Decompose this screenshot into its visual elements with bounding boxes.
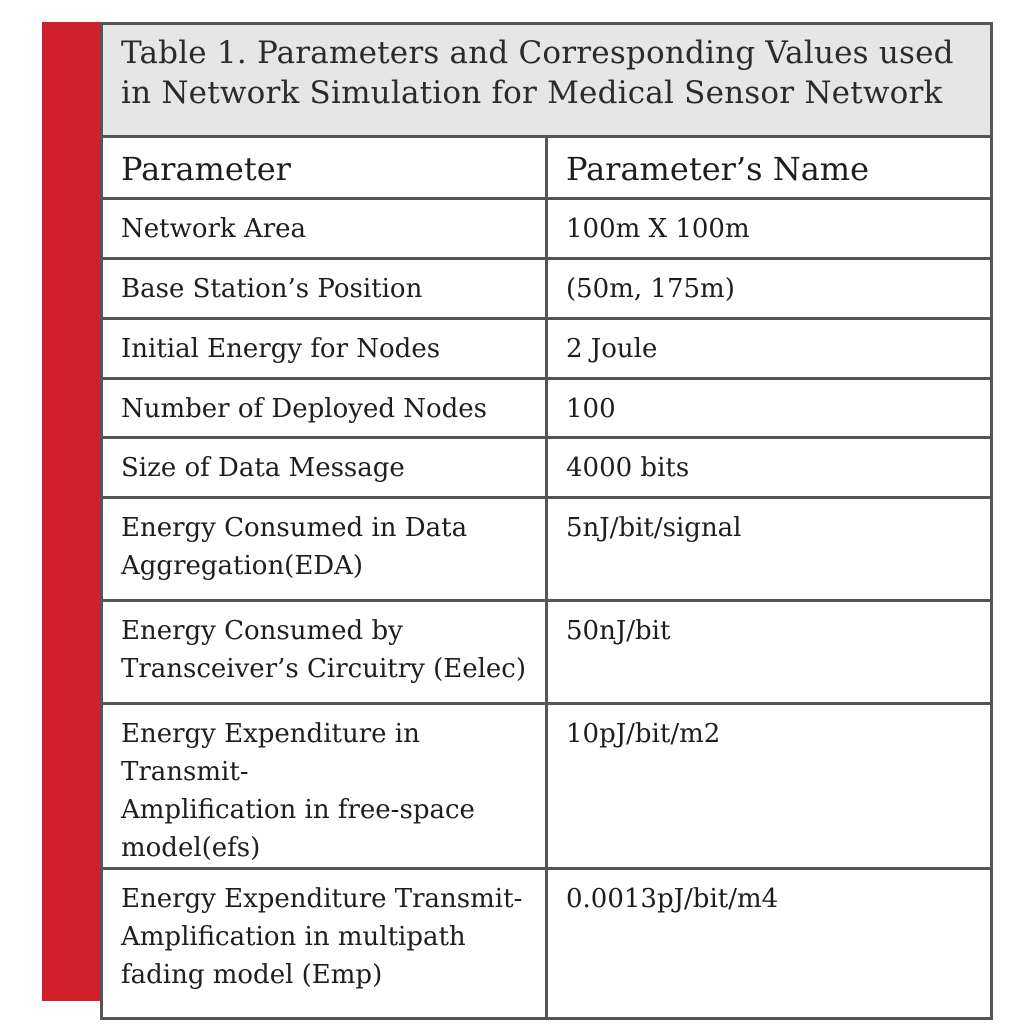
table-caption-row [102, 24, 992, 137]
cell-parameter: Energy Expenditure Transmit- Amplification in multipath fading model (Emp) [102, 869, 547, 1019]
cell-value: 100 [547, 379, 992, 438]
cell-parameter: Base Station’s Position [102, 259, 547, 319]
cell-parameter: Initial Energy for Nodes [102, 319, 547, 379]
cell-value: 100m X 100m [547, 199, 992, 259]
cell-value: 5nJ/bit/signal [547, 498, 992, 601]
caption-line-1: Table 1. Parameters and Corresponding Values used [121, 35, 954, 71]
table-row [102, 319, 992, 379]
header-parameter: Parameter [102, 137, 547, 199]
cell-parameter: Energy Expenditure in Transmit- Amplification in free-space model(efs) [102, 704, 547, 869]
header-parameter-name: Parameter’s Name [547, 137, 992, 199]
table-row [102, 199, 992, 259]
parameters-table [100, 22, 993, 1020]
table-row [102, 869, 992, 1019]
cell-value: 2 Joule [547, 319, 992, 379]
table-header-row [102, 137, 992, 199]
cell-parameter: Network Area [102, 199, 547, 259]
table-row [102, 704, 992, 869]
cell-value: 4000 bits [547, 438, 992, 498]
cell-parameter: Energy Consumed in Data Aggregation(EDA) [102, 498, 547, 601]
cell-value: 10pJ/bit/m2 [547, 704, 992, 869]
cell-parameter: Size of Data Message [102, 438, 547, 498]
accent-bar [42, 22, 100, 1001]
table-row [102, 379, 992, 438]
table-row [102, 259, 992, 319]
cell-parameter: Energy Consumed by Transceiver’s Circuitry (Eelec) [102, 601, 547, 704]
cell-value: 0.0013pJ/bit/m4 [547, 869, 992, 1019]
table-caption [102, 24, 992, 137]
table-row [102, 498, 992, 601]
cell-value: (50m, 175m) [547, 259, 992, 319]
table-row [102, 438, 992, 498]
caption-line-2: in Network Simulation for Medical Sensor Network [121, 75, 943, 111]
cell-parameter: Number of Deployed Nodes [102, 379, 547, 438]
cell-value: 50nJ/bit [547, 601, 992, 704]
table-row [102, 601, 992, 704]
parameters-table-container [100, 22, 993, 1001]
